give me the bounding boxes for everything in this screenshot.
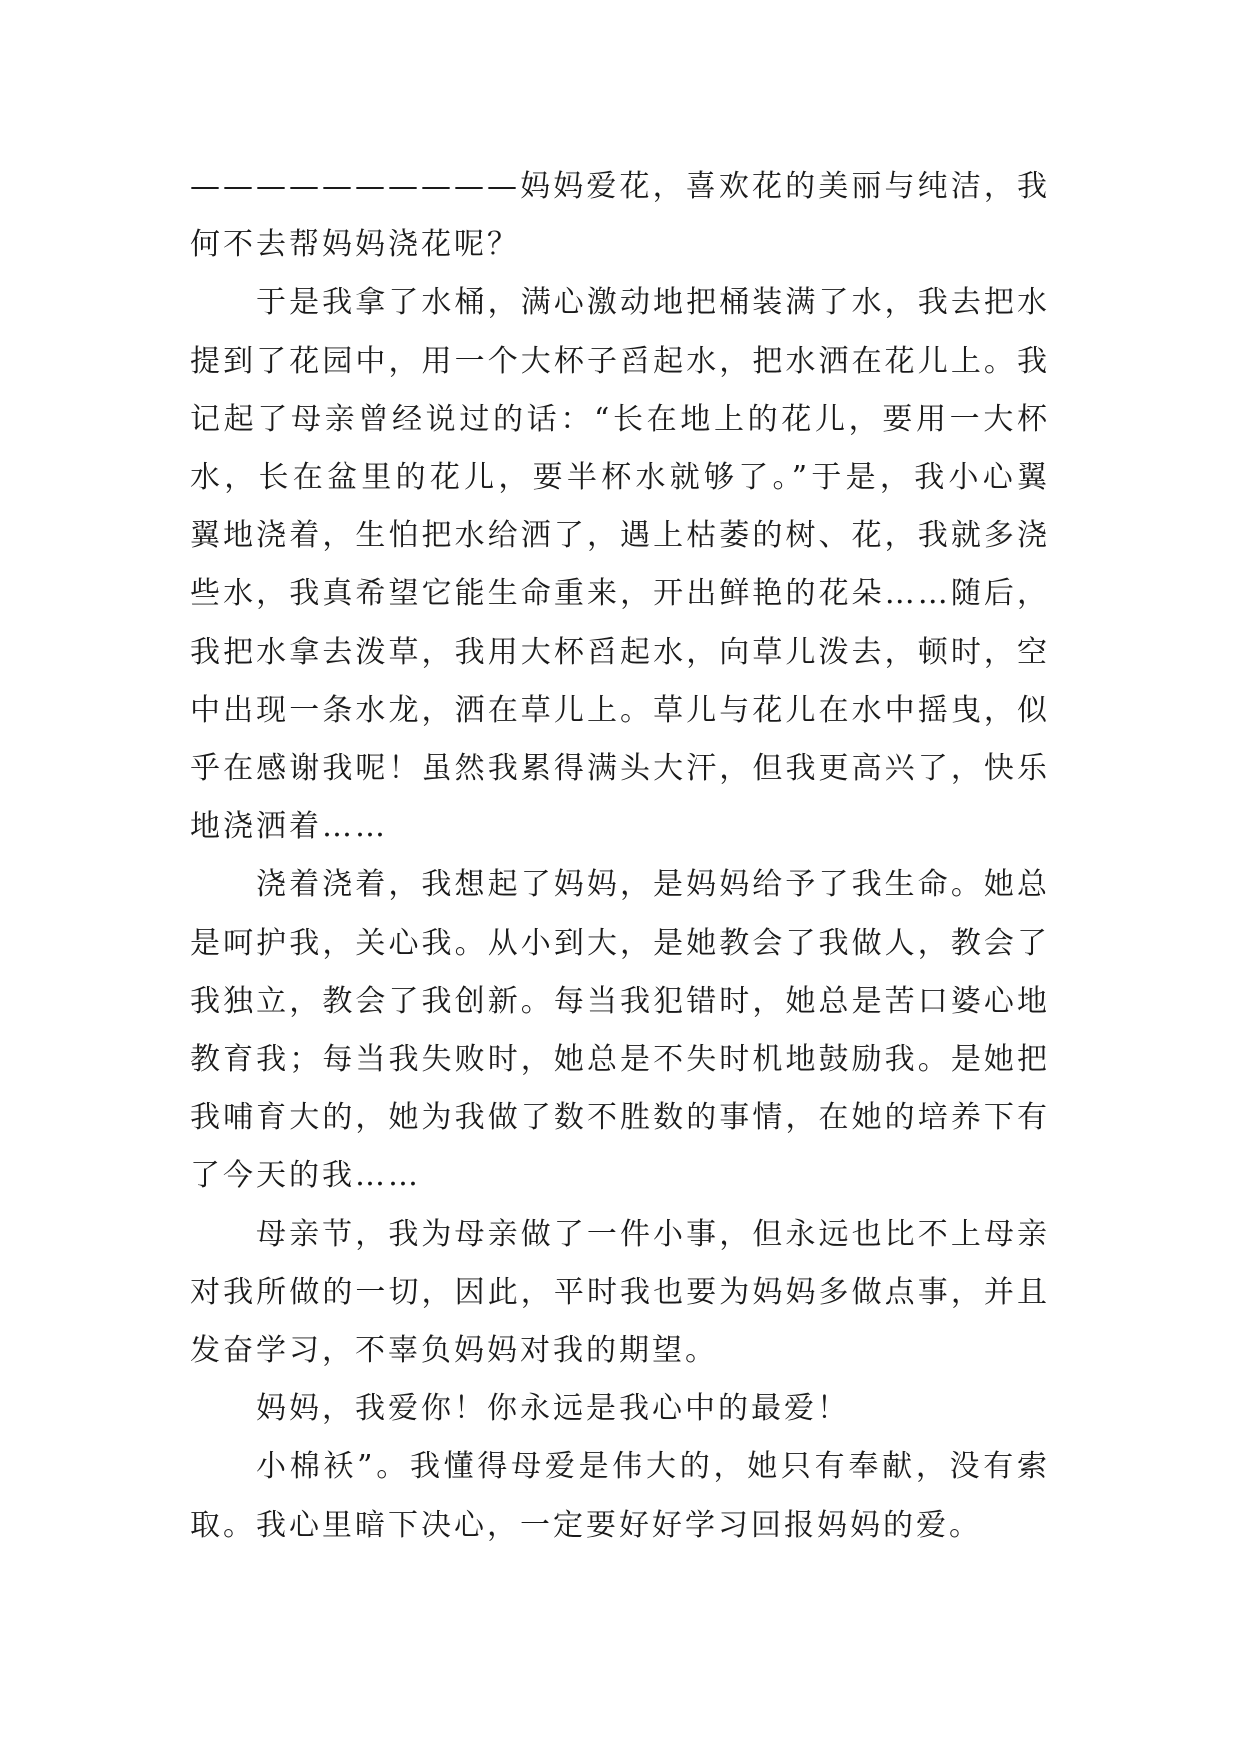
paragraph-2: 于是我拿了水桶，满心激动地把桶装满了水，我去把水提到了花园中，用一个大杯子舀起水，把水洒在花儿上。我记起了母亲曾经说过的话：“长在地上的花儿，要用一大杯水，长在盆里的花儿，要半杯水就够了。”于是，我小心翼翼地浇着，生怕把水给洒了，遇上枯萎的树、花，我就多浇些水，我真希望它能生命重来，开出鲜艳的花朵……随后，我把水拿去泼草，我用大杯舀起水，向草儿泼去，顿时，空中出现一条水龙，洒在草儿上。草儿与花儿在水中摇曳，似乎在感谢我呢！虽然我累得满头大汗，但我更高兴了，快乐地浇洒着…… bbox=[190, 285, 1050, 845]
paragraph-3: 浇着浇着，我想起了妈妈，是妈妈给予了我生命。她总是呵护我，关心我。从小到大，是她教会了我做人，教会了我独立，教会了我创新。每当我犯错时，她总是苦口婆心地教育我；每当我失败时，她总是不失时机地鼓励我。是她把我哺育大的，她为我做了数不胜数的事情，在她的培养下有了今天的我…… bbox=[190, 867, 1050, 1194]
paragraph-5: 妈妈，我爱你！你永远是我心中的最爱！ bbox=[256, 1391, 850, 1427]
paragraph-6: 小棉袄”。我懂得母爱是伟大的，她只有奉献，没有索取。我心里暗下决心，一定要好好学习回报妈妈的爱。 bbox=[190, 1449, 1050, 1543]
paragraph-1: ——————————妈妈爱花，喜欢花的美丽与纯洁，我何不去帮妈妈浇花呢？ bbox=[190, 169, 1050, 263]
paragraph-4: 母亲节，我为母亲做了一件小事，但永远也比不上母亲对我所做的一切，因此，平时我也要为妈妈多做点事，并且发奋学习，不辜负妈妈对我的期望。 bbox=[190, 1216, 1050, 1369]
document-body bbox=[190, 158, 1050, 1555]
